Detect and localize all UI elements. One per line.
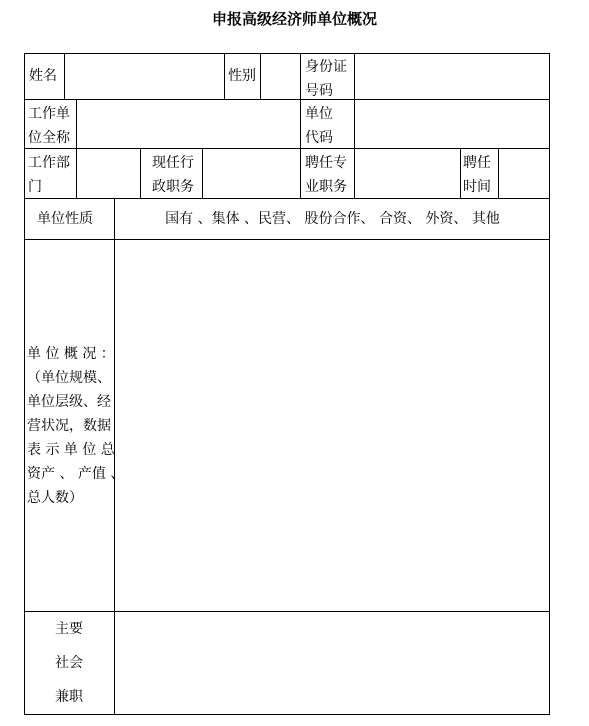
unit-full-name-field[interactable] [78, 101, 299, 147]
table-border [24, 53, 550, 54]
label-unit-code [305, 102, 333, 150]
table-border [64, 53, 65, 99]
label-unit-code-line2: 代码 [305, 130, 333, 146]
label-unit-nature: 单位性质 [37, 211, 93, 227]
label-id-number [305, 55, 347, 103]
label-hire-time-line2: 时间 [463, 179, 491, 195]
table-border [24, 99, 550, 100]
social-line2: 社会 [55, 655, 83, 671]
overview-line: （单位规模、 [27, 370, 111, 386]
social-line3: 兼职 [55, 689, 83, 705]
name-field[interactable] [66, 55, 223, 98]
table-border [549, 53, 550, 715]
table-border [224, 53, 225, 99]
hire-time-field[interactable] [500, 150, 548, 197]
table-border [24, 714, 550, 715]
unit-nature-options[interactable]: 国有 、集体 、民营、 股份合作、 合资、 外资、 其他 [165, 211, 500, 227]
gender-field[interactable] [262, 55, 299, 98]
overview-line: 表 示 单 位 总 [27, 442, 115, 458]
table-border [76, 99, 77, 148]
table-border [354, 99, 355, 148]
table-border [24, 239, 550, 240]
label-name: 姓名 [29, 68, 57, 84]
overview-line: 单 位 概 况 ： [27, 346, 115, 362]
table-border [460, 148, 461, 198]
prof-post-field[interactable] [356, 150, 459, 197]
unit-overview-field[interactable] [116, 241, 548, 610]
label-id-line1: 身份证 [305, 59, 347, 75]
label-unit-code-line1: 单位 [305, 106, 333, 122]
label-unit-overview [27, 342, 124, 510]
label-prof-post-line1: 聘任专 [305, 155, 347, 171]
id-number-field[interactable] [356, 55, 548, 98]
label-social-positions [55, 612, 83, 714]
table-border [76, 148, 77, 198]
label-hire-time [463, 151, 491, 199]
table-border [300, 53, 301, 99]
admin-post-field[interactable] [204, 150, 299, 197]
table-border [300, 148, 301, 198]
social-line1: 主要 [55, 621, 83, 637]
table-border [498, 148, 499, 198]
table-border [202, 148, 203, 198]
label-id-line2: 号码 [305, 83, 333, 99]
table-border [24, 53, 25, 715]
form-title: 申报高级经济师单位概况 [211, 10, 377, 28]
table-border [24, 611, 550, 612]
label-admin-post-line1: 现任行 [152, 155, 194, 171]
table-border [300, 99, 301, 148]
label-department [28, 151, 70, 199]
overview-line: 总人数） [27, 490, 83, 506]
table-border [354, 53, 355, 99]
label-unit-full-name-line1: 工作单 [28, 106, 70, 122]
unit-code-field[interactable] [356, 101, 548, 147]
table-border [354, 148, 355, 198]
label-prof-post [305, 151, 347, 199]
label-admin-post [152, 151, 194, 199]
label-hire-time-line1: 聘任 [463, 155, 491, 171]
table-border [140, 148, 141, 198]
label-admin-post-line2: 政职务 [152, 179, 194, 195]
overview-line: 营状况，数据 [27, 418, 111, 434]
department-field[interactable] [78, 150, 139, 197]
overview-line: 资产 、 产值 、 [27, 466, 125, 482]
label-department-line1: 工作部 [28, 155, 70, 171]
label-department-line2: 门 [28, 179, 42, 195]
label-gender: 性别 [228, 68, 256, 84]
table-border [260, 53, 261, 99]
table-border [24, 148, 550, 149]
social-positions-field[interactable] [116, 613, 548, 713]
label-unit-full-name [28, 102, 70, 150]
label-prof-post-line2: 业职务 [305, 179, 347, 195]
overview-line: 单位层级、经 [27, 394, 111, 410]
label-unit-full-name-line2: 位全称 [28, 130, 70, 146]
